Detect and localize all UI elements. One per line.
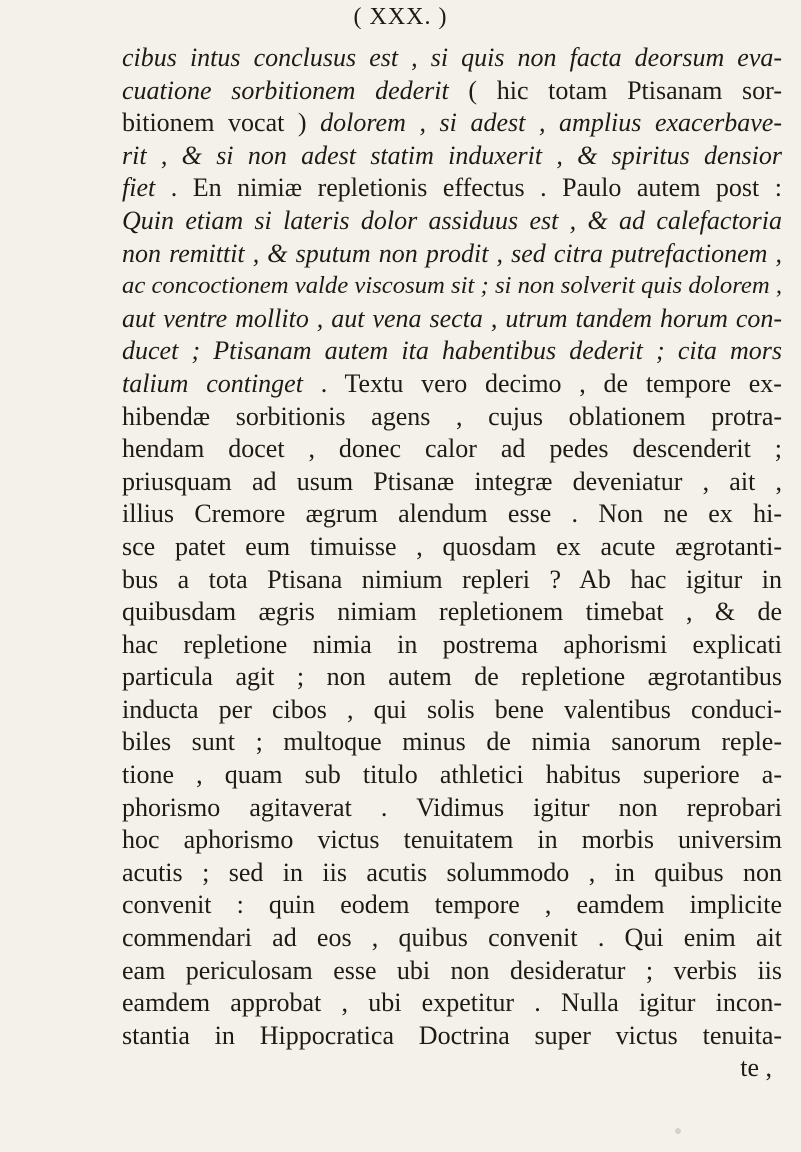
text-line: [122, 140, 782, 173]
text-line: [122, 564, 782, 597]
italic-segment: dolorem , si adest , amplius exacerbave-: [320, 108, 782, 138]
text-line: [122, 270, 782, 303]
italic-segment: fiet: [122, 173, 156, 203]
roman-segment: stantia in Hippocratica Doctrina super victus tenuita-: [122, 1020, 782, 1050]
text-line: [122, 922, 782, 955]
text-line: [122, 172, 782, 205]
ink-spot: [675, 1128, 681, 1134]
roman-segment: particula agit ; non autem de repletione ægrotantibus: [122, 662, 782, 692]
text-line: [122, 531, 782, 564]
italic-segment: rit , & si non adest statim induxerit , & spiritus densior: [122, 140, 782, 170]
roman-segment: hibendæ sorbitionis agens , cujus oblationem protra-: [122, 401, 782, 431]
text-line: [122, 433, 782, 466]
text-line: [122, 205, 782, 238]
roman-segment: quibusdam ægris nimiam repletionem timebat , & de: [122, 597, 782, 627]
roman-segment: te ,: [740, 1053, 772, 1083]
italic-segment: ac concoctionem valde viscosum sit ; si non solverit quis dolorem ,: [122, 272, 782, 300]
roman-segment: eam periculosam esse ubi non desideratur ; verbis iis: [122, 955, 782, 985]
roman-segment: acutis ; sed in iis acutis solummodo , in quibus non: [122, 857, 782, 887]
roman-segment: bus a tota Ptisana nimium repleri ? Ab hac igitur in: [122, 564, 782, 594]
roman-segment: . Textu vero decimo , de tempore ex-: [302, 368, 782, 398]
roman-segment: bitionem vocat ): [122, 108, 321, 138]
text-line: [122, 955, 782, 988]
roman-segment: hoc aphorismo victus tenuitatem in morbis universim: [122, 825, 782, 855]
text-line: [122, 759, 782, 792]
text-line: [122, 368, 782, 401]
text-line: [122, 726, 782, 759]
text-line: [122, 792, 782, 825]
text-line: [122, 694, 782, 727]
roman-segment: commendari ad eos , quibus convenit . Qui enim ait: [122, 923, 782, 953]
text-line: [122, 401, 782, 434]
text-line: [122, 629, 782, 662]
roman-segment: phorismo agitaverat . Vidimus igitur non reprobari: [122, 792, 782, 822]
text-line: [122, 824, 782, 857]
text-line: [122, 889, 782, 922]
roman-segment: convenit : quin eodem tempore , eamdem implicite: [122, 890, 782, 920]
roman-segment: tione , quam sub titulo athletici habitus superiore a-: [122, 760, 782, 790]
text-line: [122, 303, 782, 336]
roman-segment: . En nimiæ repletionis effectus . Paulo autem post :: [155, 173, 782, 203]
roman-segment: illius Cremore ægrum alendum esse . Non ne ex hi-: [122, 499, 782, 529]
roman-segment: hendam docet , donec calor ad pedes descenderit ;: [122, 434, 782, 464]
text-line: [122, 42, 782, 75]
italic-segment: ducet ; Ptisanam autem ita habentibus dederit ; cita mors: [122, 336, 782, 366]
text-line: [122, 75, 782, 108]
roman-segment: biles sunt ; multoque minus de nimia sanorum reple-: [122, 727, 782, 757]
text-line: [122, 498, 782, 531]
text-line: [122, 596, 782, 629]
text-line: [122, 987, 782, 1020]
italic-segment: aut ventre mollito , aut vena secta , utrum tandem horum con-: [122, 303, 782, 333]
italic-segment: non remittit , & sputum non prodit , sed citra putrefactionem ,: [122, 238, 782, 268]
roman-segment: sce patet eum timuisse , quosdam ex acute ægrotanti-: [122, 531, 782, 561]
roman-segment: ( hic totam Ptisanam sor-: [448, 75, 782, 105]
italic-segment: talium continget: [122, 368, 303, 398]
roman-segment: hac repletione nimia in postrema aphorismi explicati: [122, 629, 782, 659]
roman-segment: inducta per cibos , qui solis bene valentibus conduci-: [122, 694, 782, 724]
body-text: [122, 42, 782, 1085]
roman-segment: eamdem approbat , ubi expetitur . Nulla igitur incon-: [122, 988, 782, 1018]
page-header: ( XXX. ): [353, 4, 448, 30]
text-line: [122, 238, 782, 271]
text-line: [122, 466, 782, 499]
text-line: [122, 857, 782, 890]
italic-segment: cibus intus conclusus est , si quis non facta deorsum eva-: [122, 43, 782, 72]
text-line: [122, 107, 782, 140]
text-line: [122, 1052, 782, 1085]
roman-segment: priusquam ad usum Ptisanæ integræ deveniatur , ait ,: [122, 466, 782, 496]
italic-segment: Quin etiam si lateris dolor assiduus est , & ad calefactoria: [122, 205, 782, 235]
text-line: [122, 1020, 782, 1053]
text-line: [122, 335, 782, 368]
text-line: [122, 661, 782, 694]
italic-segment: cuatione sorbitionem dederit: [122, 75, 449, 105]
